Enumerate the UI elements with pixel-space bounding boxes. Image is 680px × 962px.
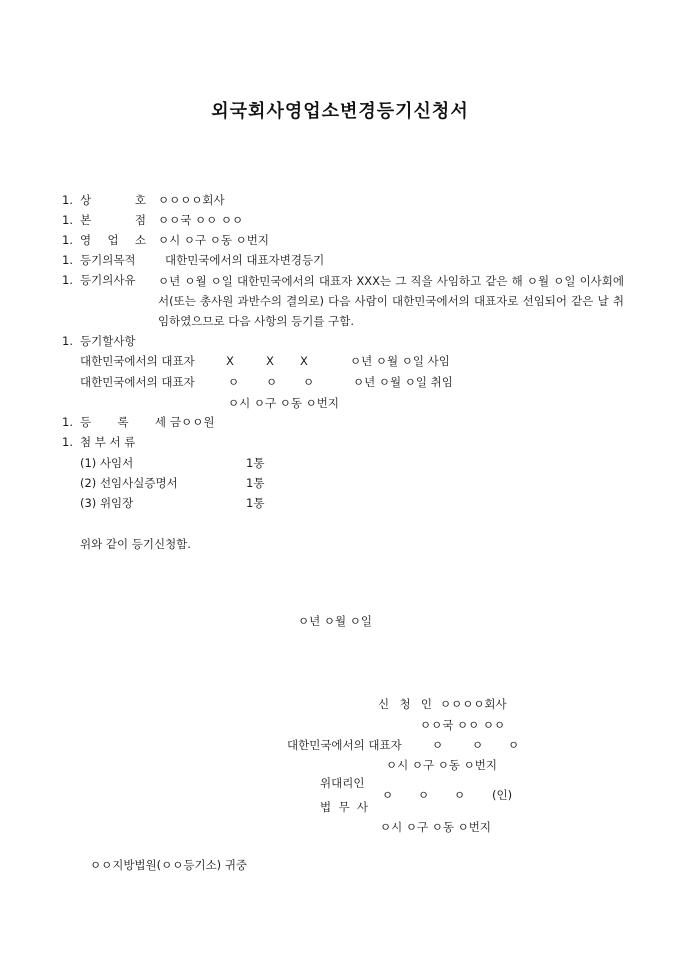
tax-value: 금ㅇㅇ원 — [170, 415, 215, 429]
agent-address: ㅇ시 ㅇ구 ㅇ동 ㅇ번지 — [380, 820, 491, 834]
item-number: 1. — [62, 435, 73, 449]
trade-name-value: ㅇㅇㅇㅇ회사 — [158, 193, 225, 207]
applicant-rep-name-1: ㅇ — [432, 738, 444, 752]
attachment-name: (1) 사임서 — [80, 456, 134, 470]
head-office-label: 본 점 — [80, 213, 146, 227]
reason-label: 등기의사유 — [80, 273, 136, 287]
tax-label: 등 록 세 — [80, 415, 166, 429]
rep-resign-date: ㅇ년 ㅇ월 ㅇ일 사임 — [350, 354, 450, 368]
agent-name-1: ㅇ — [382, 788, 394, 802]
item-number: 1. — [62, 193, 73, 207]
agent-title: 법 무 사 — [320, 800, 368, 814]
rep-resign-name-2: X — [266, 354, 274, 368]
applicant-rep-name-2: ㅇ — [472, 738, 484, 752]
rep-appoint-label: 대한민국에서의 대표자 — [80, 375, 195, 389]
matters-label: 등기할사항 — [80, 334, 136, 348]
purpose-label: 등기의목적 — [80, 253, 136, 267]
agent-label: 위대리인 — [320, 776, 365, 790]
attachment-name: (2) 선임사실증명서 — [80, 476, 178, 490]
rep-appoint-address: ㅇ시 ㅇ구 ㅇ동 ㅇ번지 — [228, 396, 339, 410]
agent-name-3: ㅇ — [454, 788, 466, 802]
applicant-rep-label: 대한민국에서의 대표자 — [287, 738, 402, 752]
item-number: 1. — [62, 253, 73, 267]
branch-label: 영 업 소 — [80, 233, 146, 247]
applicant-country: ㅇㅇ국 ㅇㅇ ㅇㅇ — [420, 718, 506, 732]
document-title: 외국회사영업소변경등기신청서 — [211, 101, 469, 122]
trade-name-label: 상 호 — [80, 193, 146, 207]
request-statement: 위와 같이 등기신청함. — [80, 537, 191, 551]
item-number: 1. — [62, 213, 73, 227]
item-number: 1. — [62, 273, 73, 287]
rep-appoint-name-1: ㅇ — [228, 375, 240, 389]
rep-appoint-date: ㅇ년 ㅇ월 ㅇ일 취임 — [353, 375, 453, 389]
rep-resign-label: 대한민국에서의 대표자 — [80, 354, 195, 368]
attachment-count: 1통 — [246, 476, 265, 490]
branch-value: ㅇ시 ㅇ구 ㅇ동 ㅇ번지 — [158, 233, 269, 247]
head-office-value: ㅇㅇ국 ㅇㅇ ㅇㅇ — [158, 213, 244, 227]
rep-resign-name-3: X — [300, 354, 308, 368]
item-number: 1. — [62, 233, 73, 247]
attachments-label: 첨 부 서 류 — [80, 435, 136, 449]
applicant-rep-name-3: ㅇ — [508, 738, 520, 752]
seal-mark: (인) — [492, 788, 513, 802]
agent-name-2: ㅇ — [418, 788, 430, 802]
item-number: 1. — [62, 334, 73, 348]
applicant-rep-address: ㅇ시 ㅇ구 ㅇ동 ㅇ번지 — [386, 758, 497, 772]
attachment-name: (3) 위임장 — [80, 496, 134, 510]
filing-date: ㅇ년 ㅇ월 ㅇ일 — [298, 614, 372, 628]
attachment-count: 1통 — [246, 456, 265, 470]
rep-resign-name-1: X — [226, 354, 234, 368]
attachment-count: 1통 — [246, 496, 265, 510]
reason-text: ㅇ년 ㅇ월 ㅇ일 대한민국에서의 대표자 XXX는 그 직을 사임하고 같은 해 ㅇ월 ㅇ일 이사회에서(또는 총사원 과반수의 결의로) 다음 사람이 대한민국에서의 대표자로 선임되어 같은 날 취임하였으므로 다음 사항의 등기를 구함. — [158, 274, 624, 328]
item-number: 1. — [62, 415, 73, 429]
purpose-value: 대한민국에서의 대표자변경등기 — [165, 253, 325, 267]
court-addressee: ㅇㅇ지방법원(ㅇㅇ등기소) 귀중 — [90, 858, 248, 872]
applicant-label: 신 청 인 — [378, 697, 432, 711]
applicant-company: ㅇㅇㅇㅇ회사 — [440, 697, 507, 711]
rep-appoint-name-2: ㅇ — [266, 375, 278, 389]
rep-appoint-name-3: ㅇ — [303, 375, 315, 389]
